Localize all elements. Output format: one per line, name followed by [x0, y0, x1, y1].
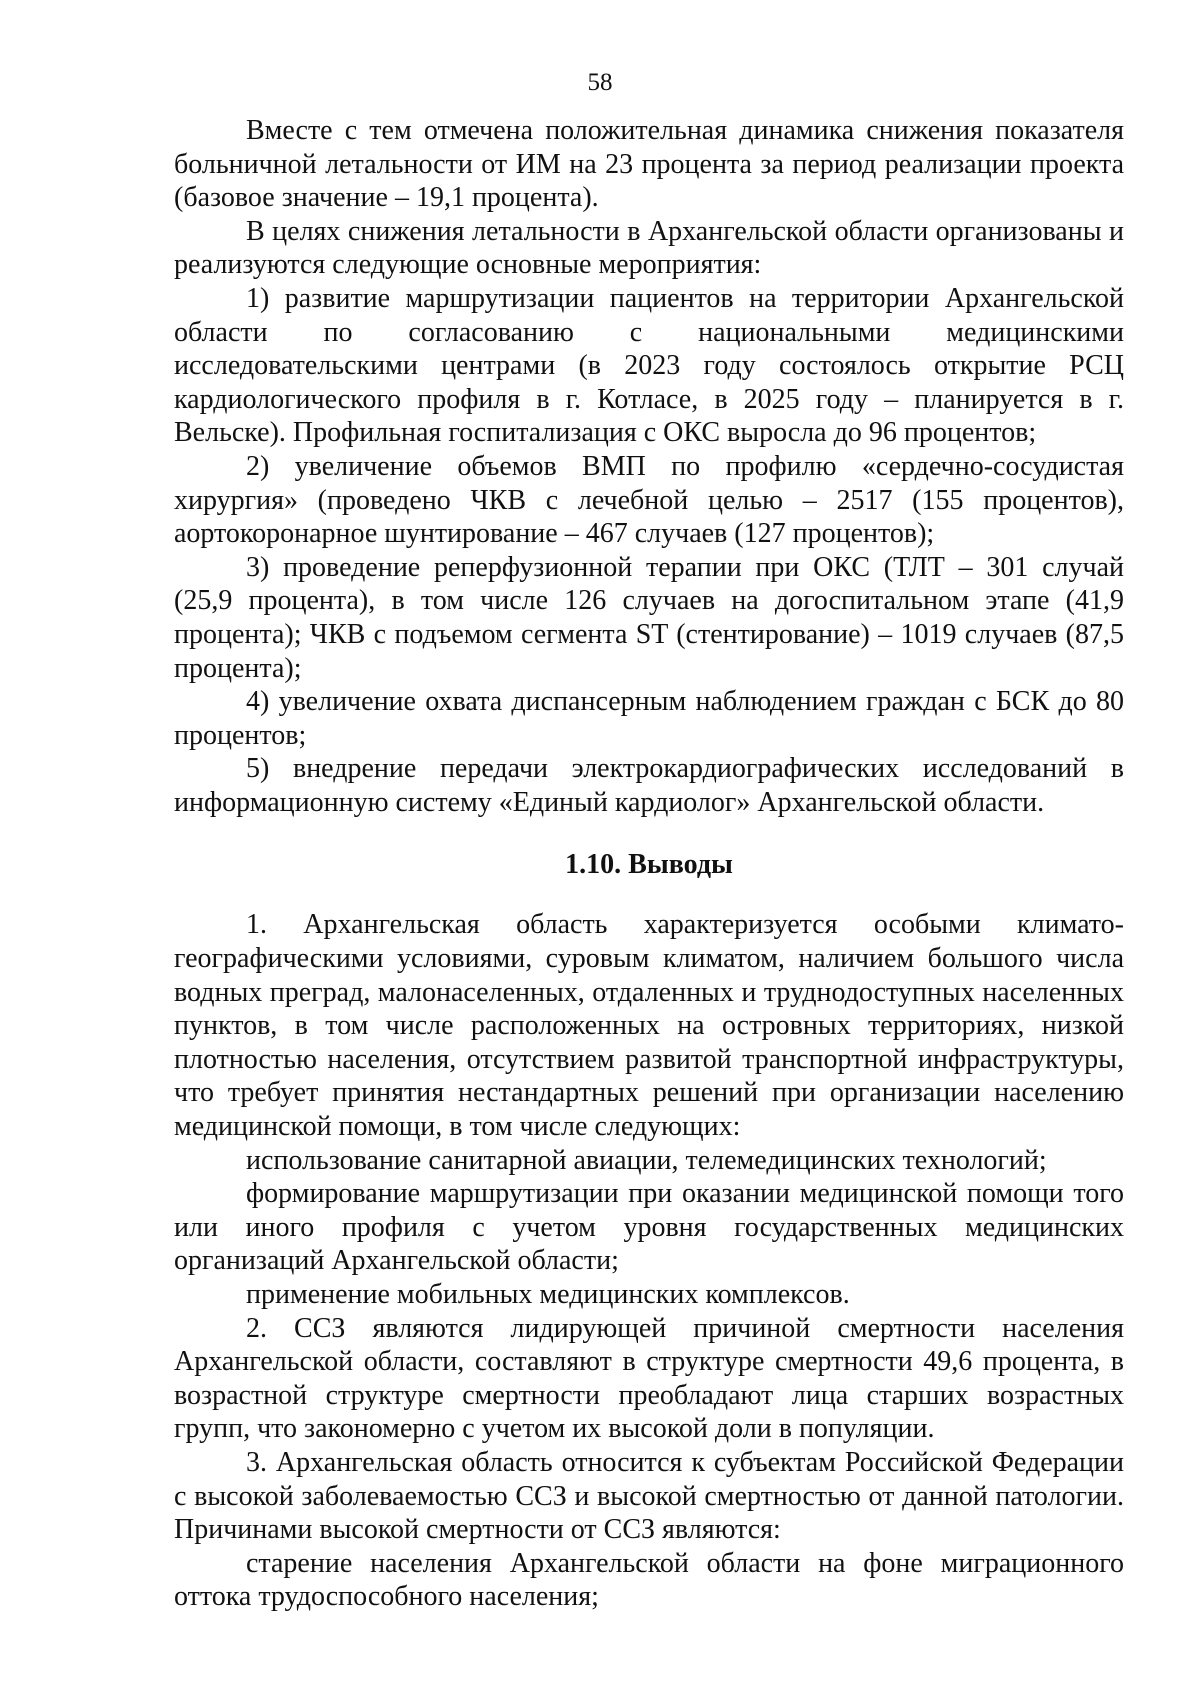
list-item: 5) внедрение передачи электрокардиографических исследований в информационную систему «Единый кардиолог» Архангельской области.: [174, 753, 1124, 818]
paragraph: использование санитарной авиации, телемедицинских технологий;: [246, 1144, 1047, 1176]
list-item: 4) увеличение охвата диспансерным наблюдением граждан с БСК до 80 процентов;: [174, 686, 1124, 751]
list-item: 2) увеличение объемов ВМП по профилю «сердечно-сосудистая хирургия» (проведено ЧКВ с лечебной целью – 2517 (155 процентов), аортокоронарное шунтирование – 467 случаев (127 процентов);: [174, 450, 1124, 550]
paragraph: Вместе с тем отмечена положительная динамика снижения показателя больничной летальности от ИМ на 23 процента за период реализации проекта (базовое значение – 19,1 процента).: [174, 115, 1124, 214]
paragraph: применение мобильных медицинских комплексов.: [246, 1279, 850, 1310]
page-number: 58: [587, 69, 613, 96]
paragraph: 2. ССЗ являются лидирующей причиной смертности населения Архангельской области, составляют в структуре смертности 49,6 процента, в возрастной структуре смертности преобладают лица старших возрастных групп, что закономерно с учетом их высокой доли в популяции.: [174, 1312, 1124, 1445]
list-item: 1) развитие маршрутизации пациентов на территории Архангельской области по согласованию с национальными медицинскими исследовательскими центрами (в 2023 году состоялось открытие РСЦ кардиологического профиля в г. Котласе, в 2025 году – планируется в г. Вельске). Профильная госпитализация с ОКС выросла до 96 процентов;: [174, 282, 1124, 449]
paragraph: старение населения Архангельской области на фоне миграционного оттока трудоспособного населения;: [174, 1547, 1124, 1613]
document-body: [174, 114, 1124, 1614]
paragraph: В целях снижения летальности в Архангельской области организованы и реализуются следующие основные мероприятия:: [174, 215, 1124, 281]
paragraph: формирование маршрутизации при оказании медицинской помощи того или иного профиля с учетом уровня государственных медицинских организаций Архангельской области;: [174, 1178, 1124, 1277]
list-item: 3) проведение реперфузионной терапии при ОКС (ТЛТ – 301 случай (25,9 процента), в том числе 126 случаев на догоспитальном этапе (41,9 процента); ЧКВ с подъемом сегмента ST (стентирование) – 1019 случаев (87,5 процента);: [174, 551, 1124, 684]
section-heading: 1.10. Выводы: [565, 849, 733, 881]
paragraph: 1. Архангельская область характеризуется особыми климато-географическими условиями, суровым климатом, наличием большого числа водных преград, малонаселенных, отдаленных и труднодоступных населенных пунктов, в том числе расположенных на островных территориях, низкой плотностью населения, отсутствием развитой транспортной инфраструктуры, что требует принятия нестандартных решений при организации населению медицинской помощи, в том числе следующих:: [174, 909, 1124, 1143]
paragraph: 3. Архангельская область относится к субъектам Российской Федерации с высокой заболеваемостью ССЗ и высокой смертностью от данной патологии. Причинами высокой смертности от ССЗ являются:: [174, 1446, 1124, 1546]
